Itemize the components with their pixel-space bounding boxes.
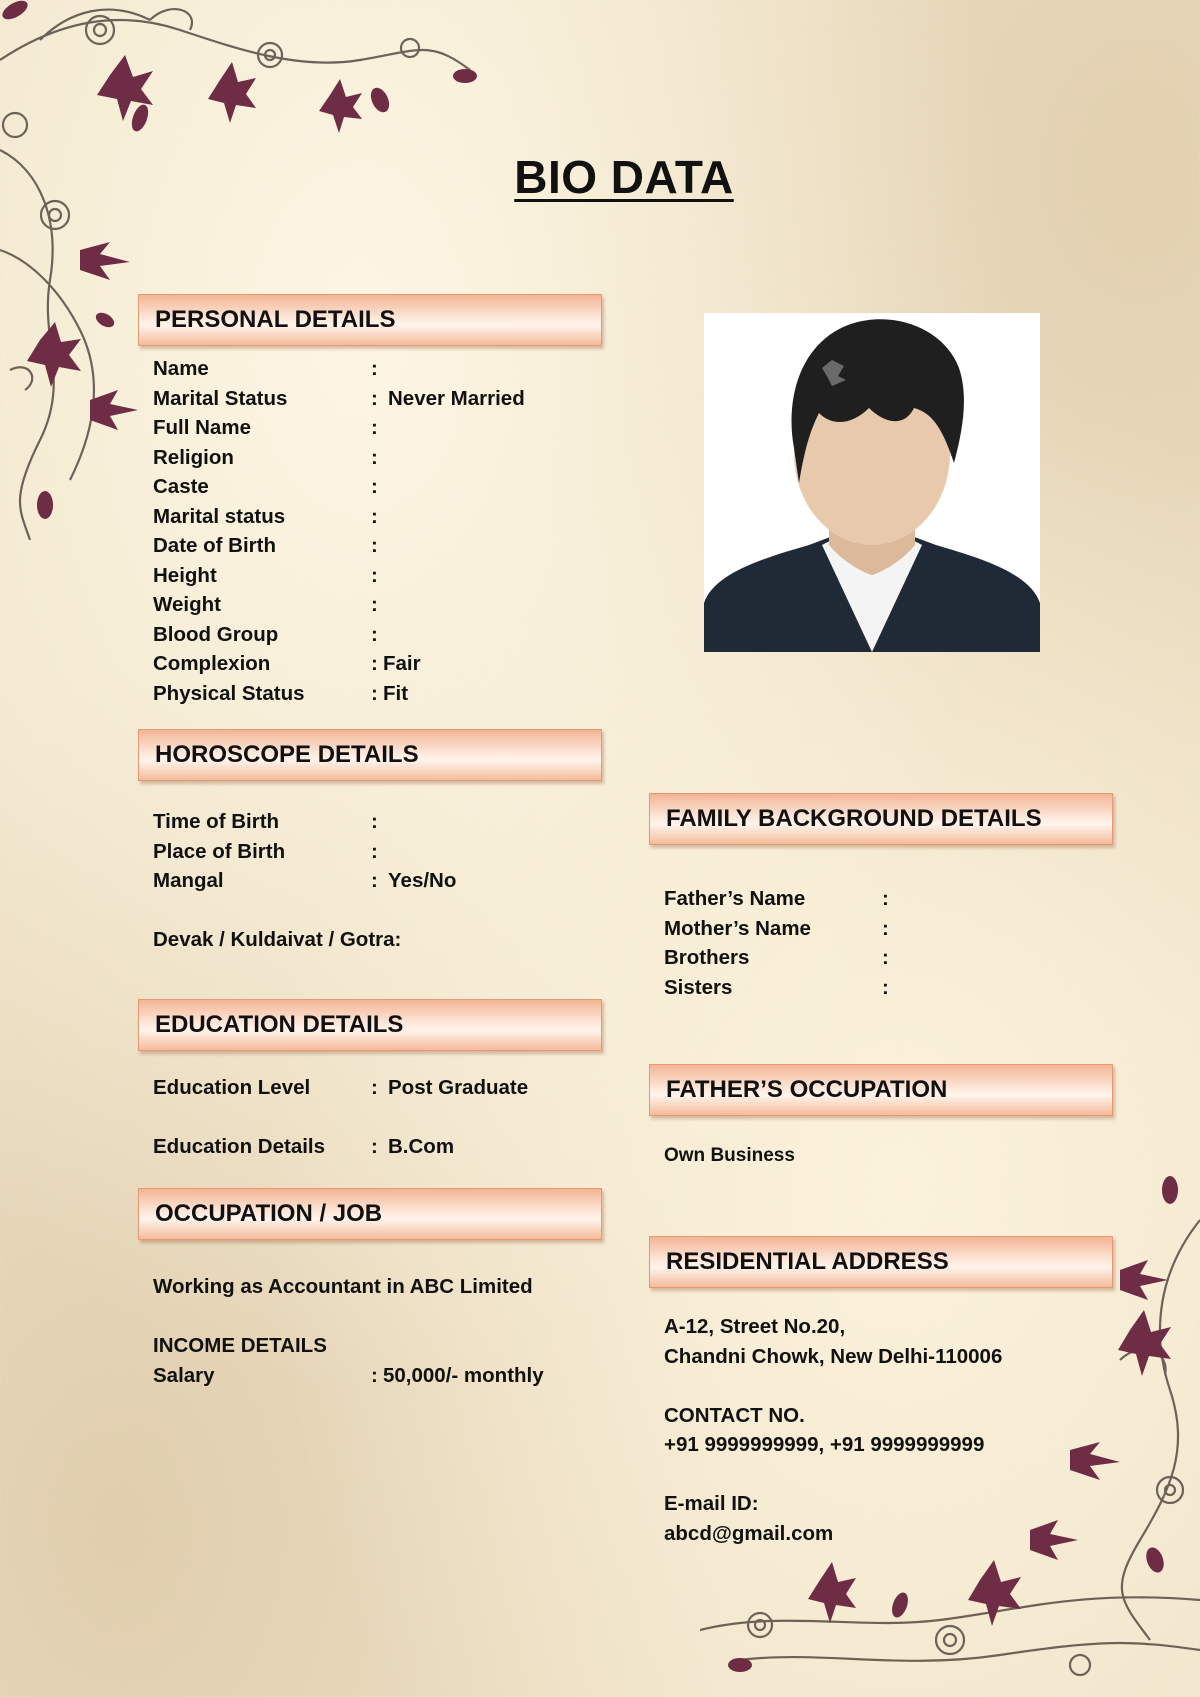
personal-detail-value: Fair: [383, 652, 421, 675]
family-background-header: FAMILY BACKGROUND DETAILS: [649, 793, 1113, 845]
personal-detail-label: Height: [153, 563, 217, 587]
personal-detail-row: [153, 620, 603, 649]
personal-detail-separator: :: [371, 475, 378, 498]
personal-detail-value: Never Married: [388, 386, 525, 410]
personal-detail-separator: :: [371, 357, 378, 380]
family-detail-row: [664, 884, 1114, 913]
horoscope-detail-row: [153, 866, 603, 895]
personal-detail-label: Name: [153, 357, 209, 380]
personal-detail-value: Fit: [383, 681, 409, 705]
education-level-label: Education Level: [153, 1076, 311, 1099]
education-details-row: [153, 1132, 603, 1161]
education-level-separator: :: [371, 1076, 378, 1099]
personal-detail-row: [153, 679, 603, 708]
personal-detail-label: Religion: [153, 445, 234, 469]
personal-detail-label: Marital Status: [153, 386, 288, 410]
personal-detail-row: [153, 472, 603, 501]
horoscope-detail-row: [153, 807, 603, 836]
occupation-header: OCCUPATION / JOB: [138, 1188, 602, 1240]
horoscope-detail-separator: :: [371, 810, 378, 833]
horoscope-detail-separator: :: [371, 869, 378, 892]
family-detail-separator: :: [882, 975, 889, 999]
family-detail-label: Brothers: [664, 946, 750, 969]
personal-detail-label: Caste: [153, 475, 209, 498]
contact-label: CONTACT NO.: [664, 1404, 805, 1427]
personal-detail-row: [153, 502, 603, 531]
family-detail-separator: :: [882, 916, 889, 940]
education-details-header: EDUCATION DETAILS: [138, 999, 602, 1051]
avatar-placeholder-icon: [704, 313, 1040, 652]
education-details-separator: :: [371, 1135, 378, 1158]
personal-detail-row: [153, 384, 603, 413]
education-level-row: [153, 1073, 603, 1102]
horoscope-detail-value: Yes/No: [388, 869, 457, 892]
personal-detail-row: [153, 590, 603, 619]
personal-detail-row: [153, 649, 603, 678]
personal-detail-separator: :: [371, 386, 378, 410]
salary-row: [153, 1361, 603, 1390]
address-line-2: Chandni Chowk, New Delhi-110006: [664, 1345, 1003, 1368]
education-level-value: Post Graduate: [388, 1076, 529, 1099]
email-value: abcd@gmail.com: [664, 1522, 834, 1545]
fathers-occupation-header: FATHER’S OCCUPATION: [649, 1064, 1113, 1116]
personal-detail-row: [153, 413, 603, 442]
personal-detail-label: Physical Status: [153, 681, 305, 705]
personal-detail-label: Marital status: [153, 504, 286, 528]
personal-detail-separator: :: [371, 534, 378, 557]
personal-detail-row: [153, 354, 603, 383]
personal-detail-label: Complexion: [153, 652, 271, 675]
family-detail-label: Mother’s Name: [664, 916, 811, 940]
email-label: E-mail ID:: [664, 1492, 759, 1515]
horoscope-details-header: HOROSCOPE DETAILS: [138, 729, 602, 781]
family-detail-row: [664, 943, 1114, 972]
personal-detail-row: [153, 531, 603, 560]
family-detail-row: [664, 973, 1114, 1002]
fathers-occupation-text: Own Business: [664, 1145, 795, 1166]
family-detail-label: Sisters: [664, 975, 733, 999]
personal-detail-label: Date of Birth: [153, 534, 276, 557]
horoscope-detail-label: Place of Birth: [153, 839, 286, 863]
personal-detail-separator: :: [371, 445, 378, 469]
personal-detail-separator: :: [371, 504, 378, 528]
personal-details-header: PERSONAL DETAILS: [138, 294, 602, 346]
profile-photo: [704, 313, 1040, 652]
salary-label: Salary: [153, 1364, 215, 1387]
education-details-value: B.Com: [388, 1135, 455, 1158]
personal-detail-separator: :: [371, 563, 378, 587]
address-line-1: A-12, Street No.20,: [664, 1315, 846, 1338]
family-detail-label: Father’s Name: [664, 887, 806, 910]
personal-detail-separator: :: [371, 652, 378, 675]
occupation-text: Working as Accountant in ABC Limited: [153, 1275, 533, 1298]
horoscope-detail-label: Mangal: [153, 869, 224, 892]
personal-detail-label: Full Name: [153, 416, 251, 439]
salary-separator: :: [371, 1364, 378, 1387]
personal-detail-separator: :: [371, 593, 378, 616]
education-details-label: Education Details: [153, 1135, 326, 1158]
personal-detail-separator: :: [371, 622, 378, 646]
residential-address-header: RESIDENTIAL ADDRESS: [649, 1236, 1113, 1288]
gotra-label: Devak / Kuldaivat / Gotra:: [153, 928, 402, 951]
family-detail-row: [664, 914, 1114, 943]
personal-detail-separator: :: [371, 681, 378, 705]
personal-detail-label: Blood Group: [153, 622, 279, 646]
income-details-heading: INCOME DETAILS: [153, 1334, 327, 1357]
horoscope-detail-label: Time of Birth: [153, 810, 280, 833]
personal-detail-separator: :: [371, 416, 378, 439]
page-title: BIO DATA: [514, 151, 734, 203]
salary-value: 50,000/- monthly: [383, 1364, 544, 1387]
horoscope-detail-separator: :: [371, 839, 378, 863]
personal-detail-label: Weight: [153, 593, 221, 616]
personal-detail-row: [153, 561, 603, 590]
family-detail-separator: :: [882, 946, 889, 969]
contact-value: +91 9999999999, +91 9999999999: [664, 1433, 985, 1456]
personal-detail-row: [153, 443, 603, 472]
horoscope-detail-row: [153, 837, 603, 866]
family-detail-separator: :: [882, 887, 889, 910]
